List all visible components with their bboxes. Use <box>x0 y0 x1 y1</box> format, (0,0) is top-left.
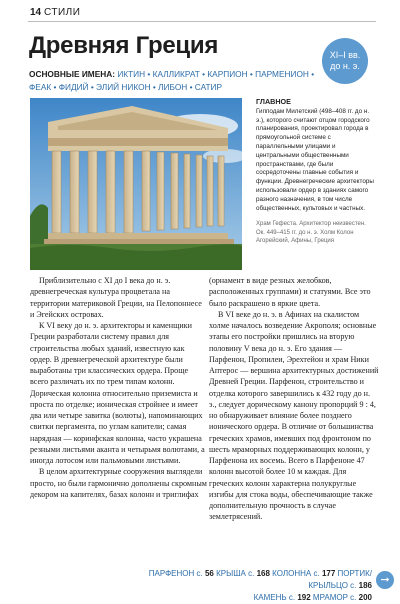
crossref-prefix: с. <box>350 581 357 590</box>
text-column-right <box>209 275 379 523</box>
sidebar <box>256 98 374 213</box>
crossref-term: ПОРТИК/КРЫЛЬЦО <box>308 569 372 590</box>
page-title: Древняя Греция <box>29 32 219 59</box>
arrow-right-icon[interactable]: ➞ <box>376 571 394 589</box>
paragraph: К VI веку до н. э. архитекторы и каменщики Греции разработали систему правил для строительства любых зданий, известную как ордер. В древнегреческой архитектуре были выработаны три классических ордера. Проще всего различать их по трем типам колонн. Дорическая колонна относительно приземиста и проста по отделке; ионическая стройнее и имеет два или четыре завитка (волюты), напоминающих свитки пергамента, по углам капители; самая нарядная — коринфская колонна, часто украшена резными листьями аканта и четырьмя волютами, а иногда лотосом или пальмовыми листьями. <box>30 321 205 465</box>
crossref-page: 168 <box>256 569 270 578</box>
crossref-term: КОЛОННА <box>272 569 312 578</box>
crossref-prefix: с. <box>288 593 296 602</box>
paragraph: Приблизительно с XI до I века до н. э. древнегреческая культура процветала на территории материковой Греции, на Пелопоннесе и Эгейских островах. <box>30 276 202 319</box>
paragraph: (орнамент в виде резных желобков, расположенных группами) и статуями. Все это было раскрашено в яркие цвета. <box>209 276 371 308</box>
paragraph: В целом архитектурные сооружения выглядели просто, но были гармонично дополнены скромным декором на капителях, базах колонн и триглифах <box>30 467 207 499</box>
page-number: 14 <box>30 7 42 18</box>
crossref-prefix: с. <box>248 569 255 578</box>
key-names-label: ОСНОВНЫЕ ИМЕНА: <box>29 69 115 79</box>
sidebar-text: Гипподам Милетский (498–408 гг. до н. э.), которого считают отцом городского планирования, проектировал города в прямоугольной системе с параллельными улицами и центральными общественными пространствами, где были сосредоточены главные события и функции. Древнегреческие архитекторы использовали ордер в зданиях самого разного назначения, в том числе общественных, культовых и частных. <box>256 107 374 212</box>
period-badge <box>322 38 368 84</box>
crossref-prefix: с. <box>350 593 357 602</box>
crossref-page: 200 <box>358 593 372 602</box>
crossref-term: КАМЕНЬ <box>253 593 287 602</box>
crossref-term: КРЫША <box>216 569 246 578</box>
key-names <box>29 68 319 94</box>
header-rule <box>28 21 376 22</box>
cross-references <box>120 568 372 604</box>
crossref-prefix: с. <box>196 569 203 578</box>
crossref-page: 56 <box>204 569 214 578</box>
paragraph: В VI веке до н. э. в Афинах на скалистом холме началось возведение Акрополя; основные этапы его постройки пришлись на вторую половину V века до н. э. Его здания — Парфенон, Пропилеи, Эрехтейон и храм Ники Аптерос — вершина архитектурных достижений Древней Греции. Парфенон, строительство и отделка которого завершились к 432 году до н. э., следует дорическому канону пропорций 9 : 4, но обнаруживает влияние более позднего ионического ордера. В отличие от большинства греческих храмов, имевших под фронтоном по шесть мраморных поддерживающих колонн, у Парфенона их восемь. Всего в Парфеноне 47 колонн высотой более 10 м каждая. Для греческих колонн характерна полукруглые изгибы для стока воды, обеспечивающие также дополнительную прочность в случае землетрясений. <box>209 309 379 522</box>
crossref-page: 192 <box>297 593 311 602</box>
crossref-page: 177 <box>321 569 336 578</box>
sidebar-heading: ГЛАВНОЕ <box>256 97 291 106</box>
crossref-term: ПАРФЕНОН <box>148 569 195 578</box>
text-column-left <box>30 275 208 500</box>
key-names-list: ИКТИН • КАЛЛИКРАТ • КАРПИОН • ПАРМЕНИОН • ФЕАК • ФИДИЙ • ЭЛИЙ НИКОН • ЛИБОН • САТИР <box>29 69 315 92</box>
photo-caption: Храм Гефеста. Архитектор неизвестен. Ок. 449–415 гг. до н. э. Холм Колон Агорейский, Афины, Греция <box>256 221 366 245</box>
cross-references-line2 <box>120 592 372 604</box>
crossref-page: 186 <box>358 581 372 590</box>
cross-references-line1 <box>120 568 372 592</box>
crossref-prefix: с. <box>313 569 320 578</box>
temple-of-hephaestus-photo <box>30 98 242 270</box>
period-badge-line2: до н. э. <box>330 61 360 71</box>
period-badge-line1: XI–I вв. <box>329 50 361 60</box>
crossref-term: МРАМОР <box>312 593 348 602</box>
section-label: СТИЛИ <box>44 7 81 18</box>
